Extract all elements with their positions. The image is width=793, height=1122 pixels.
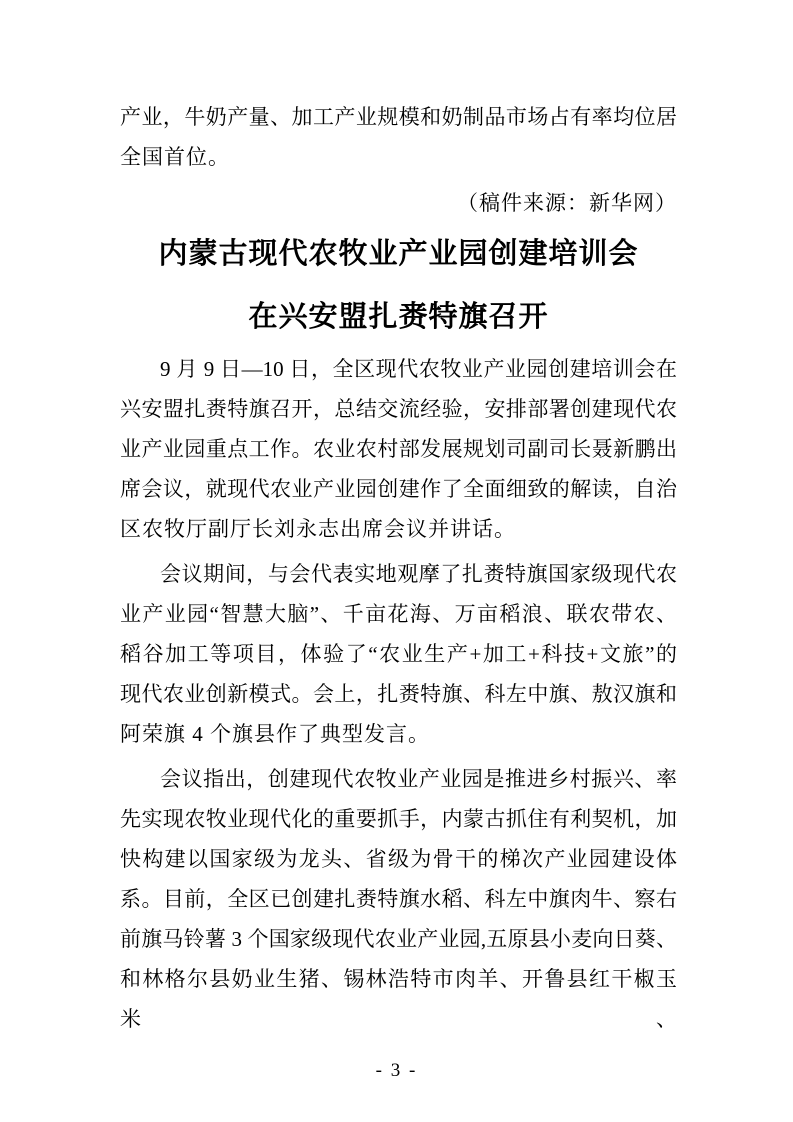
paragraph-2 — [120, 554, 677, 754]
body-line: 会议期间，与会代表实地观摩了扎赉特旗国家级现代农 — [160, 562, 677, 586]
article-title-line: 在兴安盟扎赉特旗召开 — [248, 301, 549, 333]
body-line: 区农牧厅副厅长刘永志出席会议并讲话。 — [120, 517, 516, 541]
paragraph-1 — [120, 349, 677, 549]
body-line: 全国首位。 — [120, 145, 230, 169]
page-number: - 3 - — [375, 1060, 418, 1081]
body-line: 前旗马铃薯 3 个国家级现代农业产业园,五原县小麦向日葵、 — [120, 927, 677, 951]
body-line: 先实现农牧业现代化的重要抓手，内蒙古抓住有利契机，加 — [120, 807, 677, 831]
body-line: 业产业园“智慧大脑”、千亩花海、万亩稻浪、联农带农、 — [120, 602, 677, 626]
body-line: 稻谷加工等项目，体验了“农业生产+加工+科技+文旅”的 — [120, 642, 677, 666]
paragraph-3 — [120, 759, 677, 1039]
body-line: 系。目前，全区已创建扎赉特旗水稻、科左中旗肉牛、察右 — [120, 887, 677, 911]
article-title-line: 内蒙古现代农牧业产业园创建培训会 — [158, 238, 639, 270]
body-line: 快构建以国家级为龙头、省级为骨干的梯次产业园建设体 — [120, 847, 677, 871]
body-line: 和林格尔县奶业生猪、锡林浩特市肉羊、开鲁县红干椒玉米、 — [120, 967, 677, 1031]
paragraph-continuation — [120, 97, 677, 177]
body-line: 现代农业创新模式。会上，扎赉特旗、科左中旗、敖汉旗和 — [120, 682, 677, 706]
body-line: 9 月 9 日—10 日，全区现代农牧业产业园创建培训会在 — [160, 357, 677, 381]
source-attribution: （稿件来源：新华网） — [457, 191, 677, 215]
body-line: 会议指出，创建现代农牧业产业园是推进乡村振兴、率 — [160, 767, 677, 791]
body-line: 产业，牛奶产量、加工产业规模和奶制品市场占有率均位居 — [120, 105, 677, 129]
body-line: 席会议，就现代农业产业园创建作了全面细致的解读，自治 — [120, 477, 677, 501]
article-title — [120, 223, 677, 349]
body-line: 兴安盟扎赉特旗召开，总结交流经验，安排部署创建现代农 — [120, 397, 677, 421]
body-line: 业产业园重点工作。农业农村部发展规划司副司长聂新鹏出 — [120, 437, 677, 461]
body-line: 阿荣旗 4 个旗县作了典型发言。 — [120, 722, 430, 746]
